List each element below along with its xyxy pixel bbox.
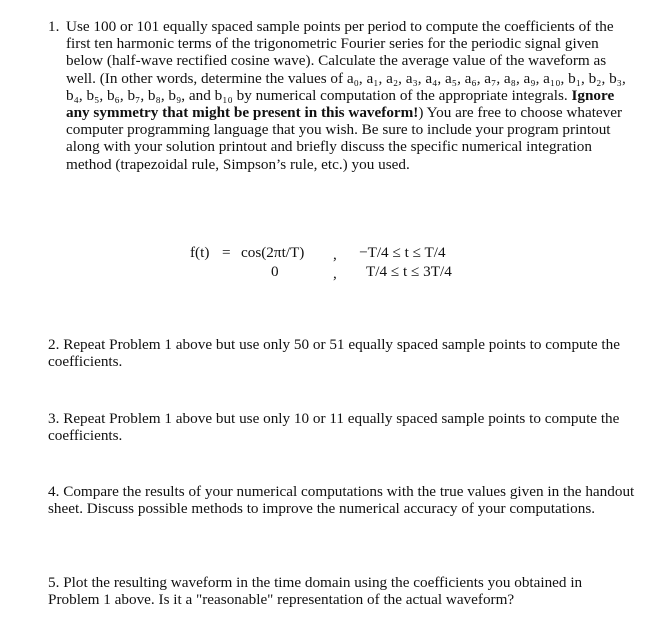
problem-5: 5. Plot the resulting waveform in the time domain using the coefficients you obtained in Problem 1 above. Is it a "reasonable" representation of the actual waveform? <box>48 574 583 609</box>
formula-case2-expression: 0 <box>271 263 279 280</box>
problem-1 <box>48 18 637 173</box>
problem-1-text <box>66 18 637 173</box>
formula-lhs: f(t) <box>190 244 210 261</box>
waveform-formula <box>0 244 665 284</box>
problem-1-text-b: ) You are free to choose whatever computer programming language that you wish. Be sure to include your program printout along with your solution printout and briefly discuss the specific numerical integration method (trapezoidal rule, Simpson’s rule, etc.) you used. <box>66 104 623 173</box>
formula-case1-expression: cos(2πt/T) <box>241 244 305 261</box>
problem-2: 2. Repeat Problem 1 above but use only 50 or 51 equally spaced sample points to compute the coefficients. <box>48 336 620 371</box>
formula-case2-condition: T/4 ≤ t ≤ 3T/4 <box>366 263 452 280</box>
problem-3: 3. Repeat Problem 1 above but use only 10 or 11 equally spaced sample points to compute the coefficients. <box>48 410 620 445</box>
formula-case1-separator: , <box>333 246 337 263</box>
formula-equals: = <box>222 244 231 261</box>
problem-1-number: 1. <box>48 18 60 35</box>
problem-1-bold-text: Ignore any symmetry that might be present in this waveform! <box>66 86 615 122</box>
formula-case1-condition: −T/4 ≤ t ≤ T/4 <box>359 244 446 261</box>
problem-1-text-a: Use 100 or 101 equally spaced sample points per period to compute the coefficients of the first ten harmonic terms of the trigonometric Fourier series for the periodic signal given below (half-wave rectified cosine wave). Calculate the average value of the waveform as well. (In other words, determine the values of a₀, a₁, a₂, a₃, a₄, a₅, a₆, a₇, a₈, a₉, a₁₀, b₁, b₂, b₃, b₄, b₅, b₆, b₇, b₈, b₉, and b₁₀ by numerical computation of the appropriate integrals. <box>66 18 626 104</box>
problem-4: 4. Compare the results of your numerical computations with the true values given in the handout sheet. Discuss possible methods to improve the numerical accuracy of your computations. <box>48 483 635 518</box>
formula-case2-separator: , <box>333 265 337 282</box>
